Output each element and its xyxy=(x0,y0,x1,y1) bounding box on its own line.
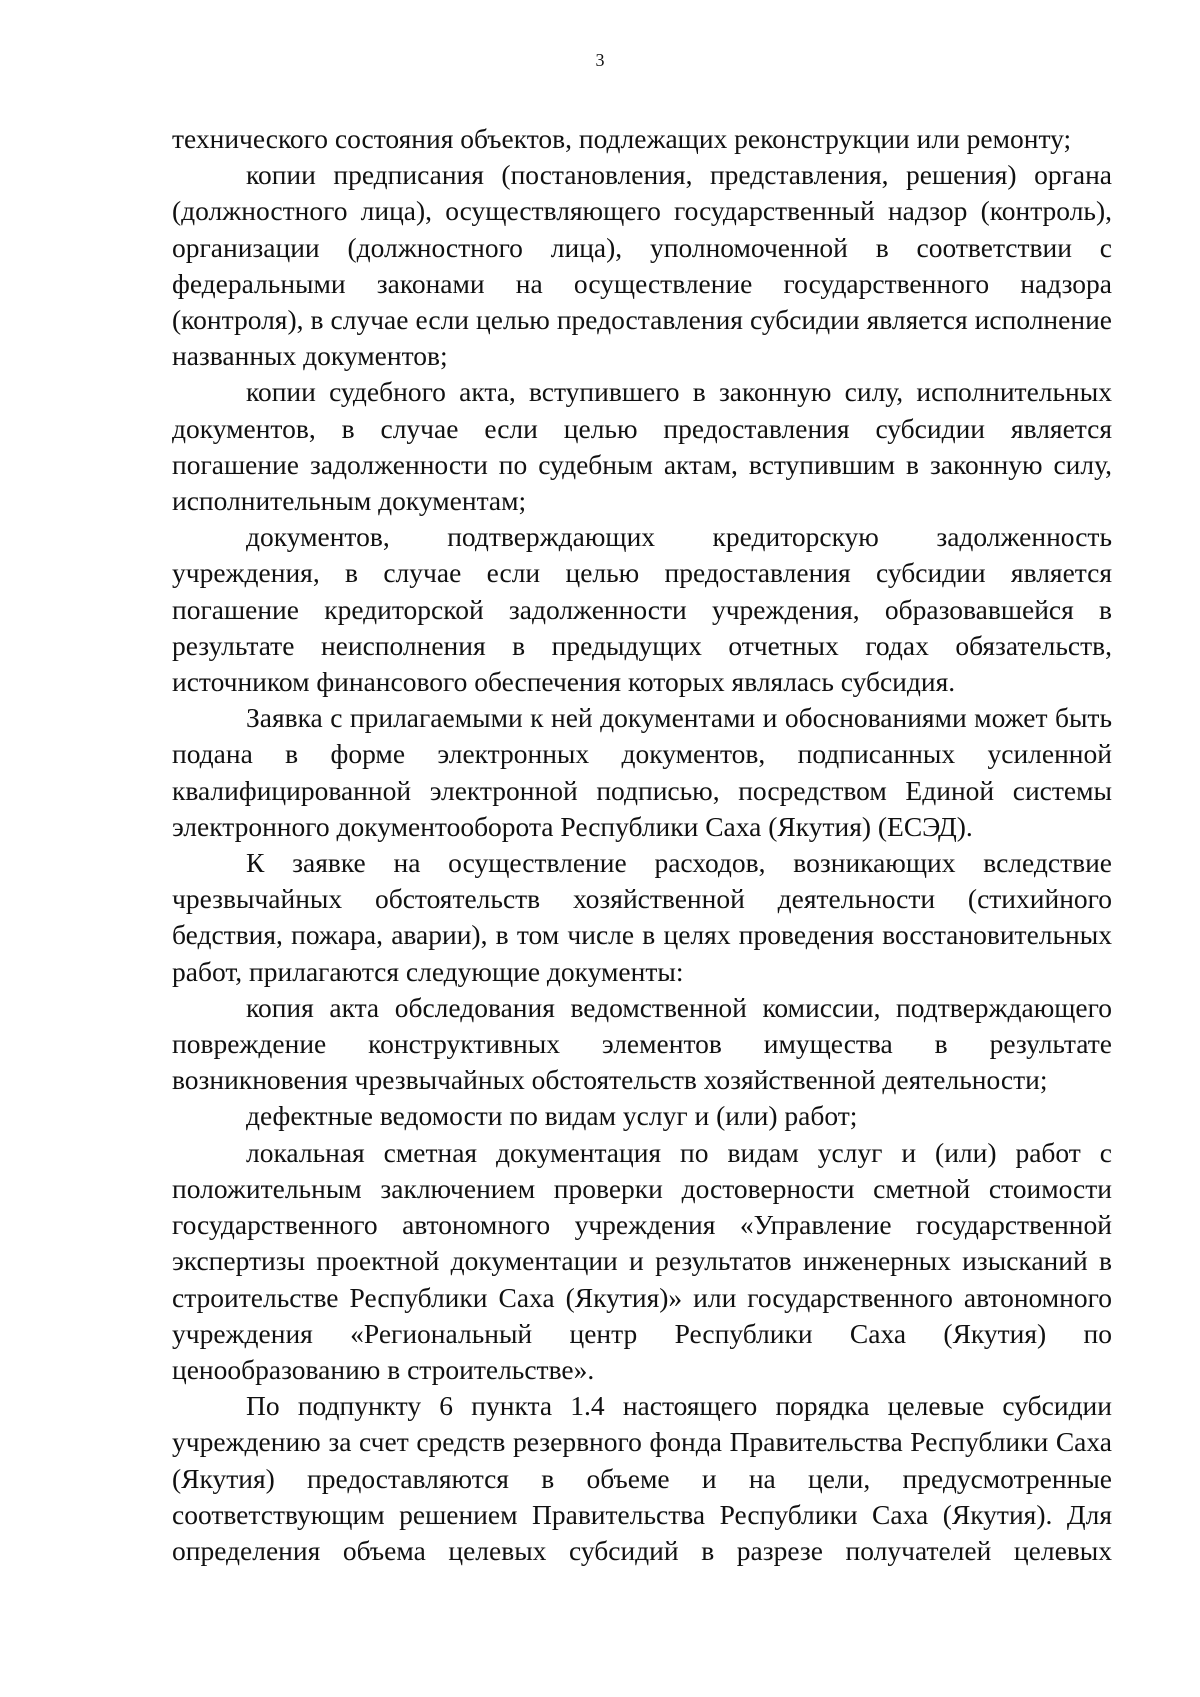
page-number: 3 xyxy=(595,50,605,70)
paragraph-emergency-expenses: К заявке на осуществление расходов, возникающих вследствие чрезвычайных обстоятельств хозяйственной деятельности (стихийного бедствия, пожара, аварии), в том числе в целях проведения восстановительных работ, прилагаются следующие документы: xyxy=(172,847,1112,987)
paragraph-inspection-act-copy: копия акта обследования ведомственной комиссии, подтверждающего повреждение конструктивных элементов имущества в результате возникновения чрезвычайных обстоятельств хозяйственной деятельности; xyxy=(172,991,1112,1096)
paragraph-reserve-fund-subsidies: По подпункту 6 пункта 1.4 настоящего порядка целевые субсидии учреждению за счет средств резервного фонда Правительства Республики Саха (Якутия) предоставляются в объеме и на цели, предусмотренные соответствующим решением Правительства Республики Саха (Якутия). Для определения объема целевых субсидий в разрезе получателей целевых xyxy=(172,1390,1112,1566)
paragraph-prescription-copies: копии предписания (постановления, представления, решения) органа (должностного лица), осуществляющего государственный надзор (контроль), организации (должностного лица), уполномоченной в соответствии с федеральными законами на осуществление государственного надзора (контроля), в случае если целью предоставления субсидии является исполнение названных документов; xyxy=(172,159,1112,372)
paragraph-technical-condition: технического состояния объектов, подлежащих реконструкции или ремонту; xyxy=(172,123,1072,154)
paragraph-defect-statements: дефектные ведомости по видам услуг и (или) работ; xyxy=(246,1100,858,1132)
paragraph-electronic-submission: Заявка с прилагаемыми к ней документами и обоснованиями может быть подана в форме электронных документов, подписанных усиленной квалифицированной электронной подписью, посредством Единой системы электронного документооборота Республики Саха (Якутия) (ЕСЭД). xyxy=(172,702,1112,842)
paragraph-court-act-copies: копии судебного акта, вступившего в законную силу, исполнительных документов, в случае если целью предоставления субсидии является погашение задолженности по судебным актам, вступившим в законную силу, исполнительным документам; xyxy=(172,376,1112,517)
document-body xyxy=(172,121,1112,1569)
paragraph-local-estimate-documentation: локальная сметная документация по видам услуг и (или) работ с положительным заключением проверки достоверности сметной стоимости государственного автономного учреждения «Управление государственной экспертизы проектной документации и результатов инженерных изысканий в строительстве Республики Саха (Якутия)» или государственного автономного учреждения «Региональный центр Республики Саха (Якутия) по ценообразованию в строительстве». xyxy=(172,1136,1112,1385)
paragraph-creditor-debt-documents: документов, подтверждающих кредиторскую задолженность учреждения, в случае если целью предоставления субсидии является погашение кредиторской задолженности учреждения, образовавшейся в результате неисполнения в предыдущих отчетных годах обязательств, источником финансового обеспечения которых являлась субсидия. xyxy=(172,521,1112,698)
